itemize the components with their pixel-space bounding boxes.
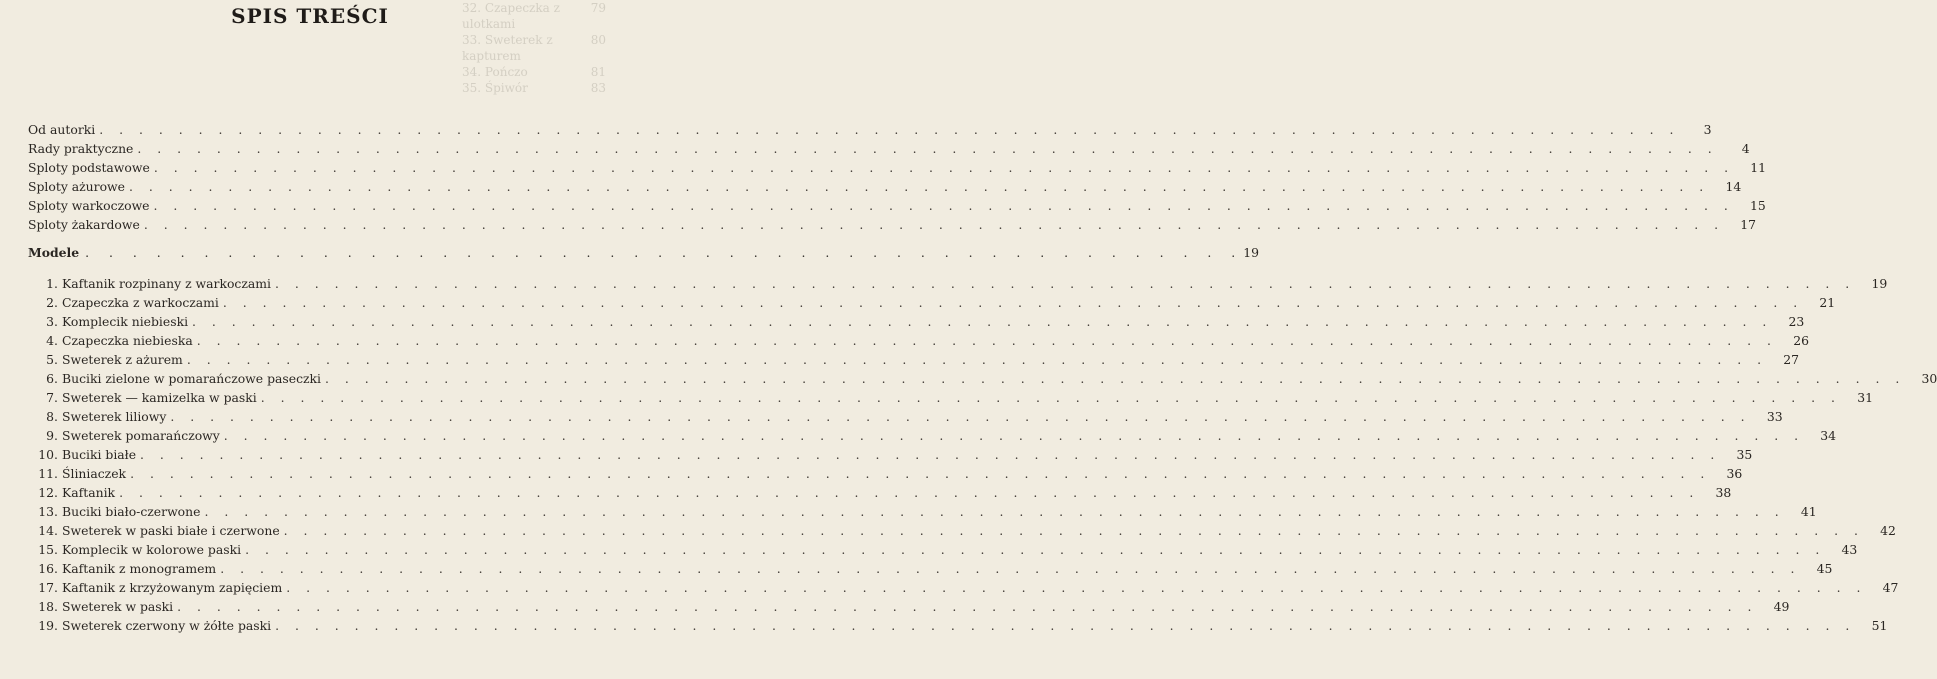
model-page: 42 xyxy=(1880,523,1896,538)
model-entry xyxy=(28,293,1836,312)
toc-entry-page: 11 xyxy=(1750,160,1767,175)
toc-entry-page: 17 xyxy=(1740,217,1757,232)
toc-entry-page: 4 xyxy=(1741,141,1750,156)
model-number: 8. xyxy=(46,409,58,424)
toc-entry-label: Sploty warkoczowe xyxy=(28,198,150,213)
bleed-through-page: 81 xyxy=(590,65,606,79)
model-label: Kaftanik z monogramem xyxy=(62,561,217,576)
toc-entry xyxy=(28,196,1766,215)
model-number: 7. xyxy=(46,390,58,405)
leader-dots: . . . . . . . . . . . . . . . . . . . . . . . . . . . . . . . . . . . . . . . . . . . . . . . . . . . . . . . . . . . . . . . . . . . . . . . . . . . . . . . . xyxy=(275,618,1856,633)
model-label: Kaftanik z krzyżowanym zapięciem xyxy=(62,580,283,595)
model-number: 1. xyxy=(46,276,58,291)
leader-dots: . . . . . . . . . . . . . . . . . . . . . . . . . . . . . . . . . . . . . . . . . . . . . . . . . . . . . . . . . . . . . . . . . . . . . . . . . . . . . . . . xyxy=(99,122,1680,137)
leader-dots: . . . . . . . . . . . . . . . . . . . . . . . . . . . . . . . . . . . . . . . . . . . . . . . . . . . . . . . . . . . . . . . . . . . . . . . . . . . . . . . . xyxy=(325,371,1906,386)
leader-dots: . . . . . . . . . . . . . . . . . . . . . . . . . . . . . . . . . . . . . . . . . . . . . . . . . . . . . . . . . . . . . . . . . . . . . . . . . . . . . . . . xyxy=(143,217,1725,232)
leader-dots: . . . . . . . . . . . . . . . . . . . . . . . . . . . . . . . . . . . . . . . . . . . . . . . . . . . . . . . . . . . . . . . . . . . . . . . . . . . . . . . . xyxy=(286,580,1867,595)
model-number: 16. xyxy=(38,561,58,576)
model-label: Sweterek — kamizelka w paski xyxy=(62,390,257,405)
model-number: 10. xyxy=(38,447,58,462)
model-page: 36 xyxy=(1726,466,1743,481)
bleed-through-line xyxy=(462,64,620,80)
model-number: 9. xyxy=(46,428,58,443)
model-number: 6. xyxy=(46,371,58,386)
model-number: 4. xyxy=(46,333,58,348)
model-page: 31 xyxy=(1857,390,1873,405)
model-entry xyxy=(28,274,1888,293)
toc-entry xyxy=(28,158,1767,177)
toc-entry-label: Od autorki xyxy=(28,122,96,137)
model-number: 19. xyxy=(38,618,58,633)
model-page: 26 xyxy=(1793,333,1809,348)
leader-dots: . . . . . . . . . . . . . . . . . . . . . . . . . . . . . . . . . . . . . . . . . . . . . . . . . . . . . . . . . . . . . . . . . . . . . . . . . . . . . . . . xyxy=(220,561,1801,576)
leader-dots: . . . . . . . . . . . . . . . . . . . . . . . . . . . . . . . . . . . . . . . . . . . . . . . . . . . . . . . . . . . . . . . . . . . . . . . . . . . . . . . . xyxy=(177,599,1758,614)
model-label: Czapeczka z warkoczami xyxy=(62,295,219,310)
model-number: 12. xyxy=(38,485,58,500)
model-page: 43 xyxy=(1841,542,1858,557)
bleed-through-page: 79 xyxy=(590,1,606,15)
leader-dots: . . . . . . . . . . . . . . . . . . . . . . . . . . . . . . . . . . . . . . . . . . . . . . . . . . . . . . . . . . . . . . . . . . . . . . . . . . . . . . . . xyxy=(130,466,1711,481)
model-entry xyxy=(28,407,1783,426)
page-title: SPIS TREŚCI xyxy=(231,4,389,28)
model-label: Kaftanik rozpinany z warkoczami xyxy=(62,276,271,291)
model-label: Sweterek liliowy xyxy=(62,409,167,424)
model-page: 49 xyxy=(1773,599,1790,614)
model-number: 18. xyxy=(38,599,58,614)
model-page: 21 xyxy=(1819,295,1836,310)
model-label: Sweterek w paski xyxy=(62,599,174,614)
bleed-through-line xyxy=(462,80,620,96)
leader-dots: . . . . . . . . . . . . . . . . . . . . . . . . . . . . . . . . . . . . . . . . . . . . . . . . . . . . . . . . . . . . . . . . . . . . . . . . . . . . . . . . xyxy=(275,276,1856,291)
model-entry xyxy=(28,559,1833,578)
model-entry xyxy=(28,521,1896,540)
model-number: 15. xyxy=(38,542,58,557)
model-page: 35 xyxy=(1736,447,1753,462)
section-label: Modele xyxy=(28,245,80,260)
bleed-through-label: 33. Sweterek z kapturem xyxy=(462,33,553,63)
model-page: 27 xyxy=(1783,352,1800,367)
leader-dots: . . . . . . . . . . . . . . . . . . . . . . . . . . . . . . . . . . . . . . . . . . . . . . . . . . . . . . . . . . . . . . . . . . . . . . . . . . . . . . . . xyxy=(119,485,1700,500)
leader-dots: . . . . . . . . . . . . . . . . . . . . . . . . . . . . . . . . . . . . . . . . . . . . . . . . . . . . . . . . . . . . . . . . . . . . . . . . . . . . . . . . xyxy=(245,542,1826,557)
model-entry xyxy=(28,502,1817,521)
model-entry xyxy=(28,597,1790,616)
toc-entry xyxy=(28,120,1712,139)
leader-dots: . . . . . . . . . . . . . . . . . . . . . . . . . . . . . . . . . . . . . . . . . . . . . . . . . . . . . . . . . . . . . . . . . . . . . . . . . . . . . . . . xyxy=(196,333,1777,348)
models-list xyxy=(28,274,1937,635)
model-number: 5. xyxy=(46,352,58,367)
model-entry xyxy=(28,369,1937,388)
leader-dots: . . . . . . . . . . . . . . . . . . . . . . . . . . . . . . . . . . . . . . . . . . . . . . . . . . . . . . . . . . . . . . . . . . . . . . . . . . . . . . . . xyxy=(128,179,1710,194)
leader-dots: . . . . . . . . . . . . . . . . . . . . . . . . . . . . . . . . . . . . . . . . . . . . . . . . . . . . . . . . . . . . . . . . . . . . . . . . . . . . . . . . xyxy=(186,352,1768,367)
model-number: 14. xyxy=(38,523,58,538)
toc-entry-page: 15 xyxy=(1749,198,1766,213)
leader-dots: . . . . . . . . . . . . . . . . . . . . . . . . . . . . . . . . . . . . . . . . . . . . . . . . . . . . . . . . . . . . . . . . . . . . . . . . . . . . . . . . xyxy=(192,314,1773,329)
model-label: Komplecik w kolorowe paski xyxy=(62,542,242,557)
leader-dots: . . . . . . . . . . . . . . . . . . . . . . . . . . . . . . . . . . . . . . . . . . . . . . . . . . . . . . . . . . . . . . . . . . . . . . . . . . . . . . . . xyxy=(170,409,1751,424)
model-number: 11. xyxy=(38,466,58,481)
bleed-through-label: 32. Czapeczka z ulotkami xyxy=(462,1,560,31)
toc-entry-label: Sploty żakardowe xyxy=(28,217,140,232)
model-page: 45 xyxy=(1816,561,1833,576)
model-number: 3. xyxy=(46,314,58,329)
model-number: 2. xyxy=(46,295,58,310)
model-entry xyxy=(28,350,1800,369)
model-label: Buciki zielone w pomarańczowe paseczki xyxy=(62,371,322,386)
model-number: 17. xyxy=(38,580,58,595)
toc-entry-page: 3 xyxy=(1703,122,1712,137)
model-entry xyxy=(28,483,1732,502)
model-label: Sweterek z ażurem xyxy=(62,352,183,367)
model-page: 34 xyxy=(1820,428,1837,443)
table-of-contents xyxy=(28,120,1937,635)
model-entry xyxy=(28,616,1888,635)
model-label: Buciki białe xyxy=(62,447,137,462)
model-page: 33 xyxy=(1766,409,1783,424)
toc-entry xyxy=(28,139,1750,158)
bleed-through-label: 35. Śpiwór xyxy=(462,81,528,95)
model-number: 13. xyxy=(38,504,58,519)
model-label: Kaftanik xyxy=(62,485,116,500)
model-page: 19 xyxy=(1871,276,1888,291)
model-entry xyxy=(28,445,1753,464)
leader-dots: . . . . . . . . . . . . . . . . . . . . . . . . . . . . . . . . . . . . . . . . . . . . . . . . . xyxy=(85,245,1244,260)
model-entry xyxy=(28,464,1743,483)
toc-entry-label: Rady praktyczne xyxy=(28,141,134,156)
section-page: 19 xyxy=(1243,245,1259,260)
model-page: 38 xyxy=(1715,485,1732,500)
bleed-through-label: 34. Pończo xyxy=(462,65,528,79)
model-label: Komplecik niebieski xyxy=(62,314,189,329)
section-heading xyxy=(28,242,1259,264)
model-label: Sweterek pomarańczowy xyxy=(62,428,220,443)
leader-dots: . . . . . . . . . . . . . . . . . . . . . . . . . . . . . . . . . . . . . . . . . . . . . . . . . . . . . . . . . . . . . . . . . . . . . . . . . . . . . . . . xyxy=(260,390,1841,405)
model-page: 30 xyxy=(1921,371,1937,386)
leader-dots: . . . . . . . . . . . . . . . . . . . . . . . . . . . . . . . . . . . . . . . . . . . . . . . . . . . . . . . . . . . . . . . . . . . . . . . . . . . . . . . . xyxy=(153,198,1734,213)
model-entry xyxy=(28,312,1805,331)
front-matter-list xyxy=(28,120,1767,234)
toc-entry-page: 14 xyxy=(1725,179,1742,194)
model-label: Buciki biało-czerwone xyxy=(62,504,201,519)
toc-entry-label: Sploty ażurowe xyxy=(28,179,125,194)
model-label: Śliniaczek xyxy=(62,466,127,481)
toc-entry xyxy=(28,215,1757,234)
model-entry xyxy=(28,388,1873,407)
model-entry xyxy=(28,540,1858,559)
bleed-through-page: 80 xyxy=(590,33,606,47)
model-label: Sweterek w paski białe i czerwone xyxy=(62,523,280,538)
model-page: 41 xyxy=(1800,504,1817,519)
model-page: 47 xyxy=(1882,580,1899,595)
toc-entry-label: Sploty podstawowe xyxy=(28,160,150,175)
leader-dots: . . . . . . . . . . . . . . . . . . . . . . . . . . . . . . . . . . . . . . . . . . . . . . . . . . . . . . . . . . . . . . . . . . . . . . . . . . . . . . . . xyxy=(223,428,1805,443)
leader-dots: . . . . . . . . . . . . . . . . . . . . . . . . . . . . . . . . . . . . . . . . . . . . . . . . . . . . . . . . . . . . . . . . . . . . . . . . . . . . . . . . xyxy=(137,141,1718,156)
model-entry xyxy=(28,331,1809,350)
toc-entry xyxy=(28,177,1742,196)
model-entry xyxy=(28,578,1899,597)
leader-dots: . . . . . . . . . . . . . . . . . . . . . . . . . . . . . . . . . . . . . . . . . . . . . . . . . . . . . . . . . . . . . . . . . . . . . . . . . . . . . . . . xyxy=(204,504,1785,519)
model-entry xyxy=(28,426,1837,445)
leader-dots: . . . . . . . . . . . . . . . . . . . . . . . . . . . . . . . . . . . . . . . . . . . . . . . . . . . . . . . . . . . . . . . . . . . . . . . . . . . . . . . . xyxy=(153,160,1735,175)
leader-dots: . . . . . . . . . . . . . . . . . . . . . . . . . . . . . . . . . . . . . . . . . . . . . . . . . . . . . . . . . . . . . . . . . . . . . . . . . . . . . . . . xyxy=(140,447,1721,462)
model-label: Czapeczka niebieska xyxy=(62,333,193,348)
bleed-through-line xyxy=(462,32,620,64)
bleed-through-page: 83 xyxy=(590,81,606,95)
leader-dots: . . . . . . . . . . . . . . . . . . . . . . . . . . . . . . . . . . . . . . . . . . . . . . . . . . . . . . . . . . . . . . . . . . . . . . . . . . . . . . . . xyxy=(222,295,1804,310)
leader-dots: . . . . . . . . . . . . . . . . . . . . . . . . . . . . . . . . . . . . . . . . . . . . . . . . . . . . . . . . . . . . . . . . . . . . . . . . . . . . . . . . xyxy=(283,523,1864,538)
model-page: 23 xyxy=(1788,314,1805,329)
model-page: 51 xyxy=(1871,618,1888,633)
model-label: Sweterek czerwony w żółte paski xyxy=(62,618,272,633)
